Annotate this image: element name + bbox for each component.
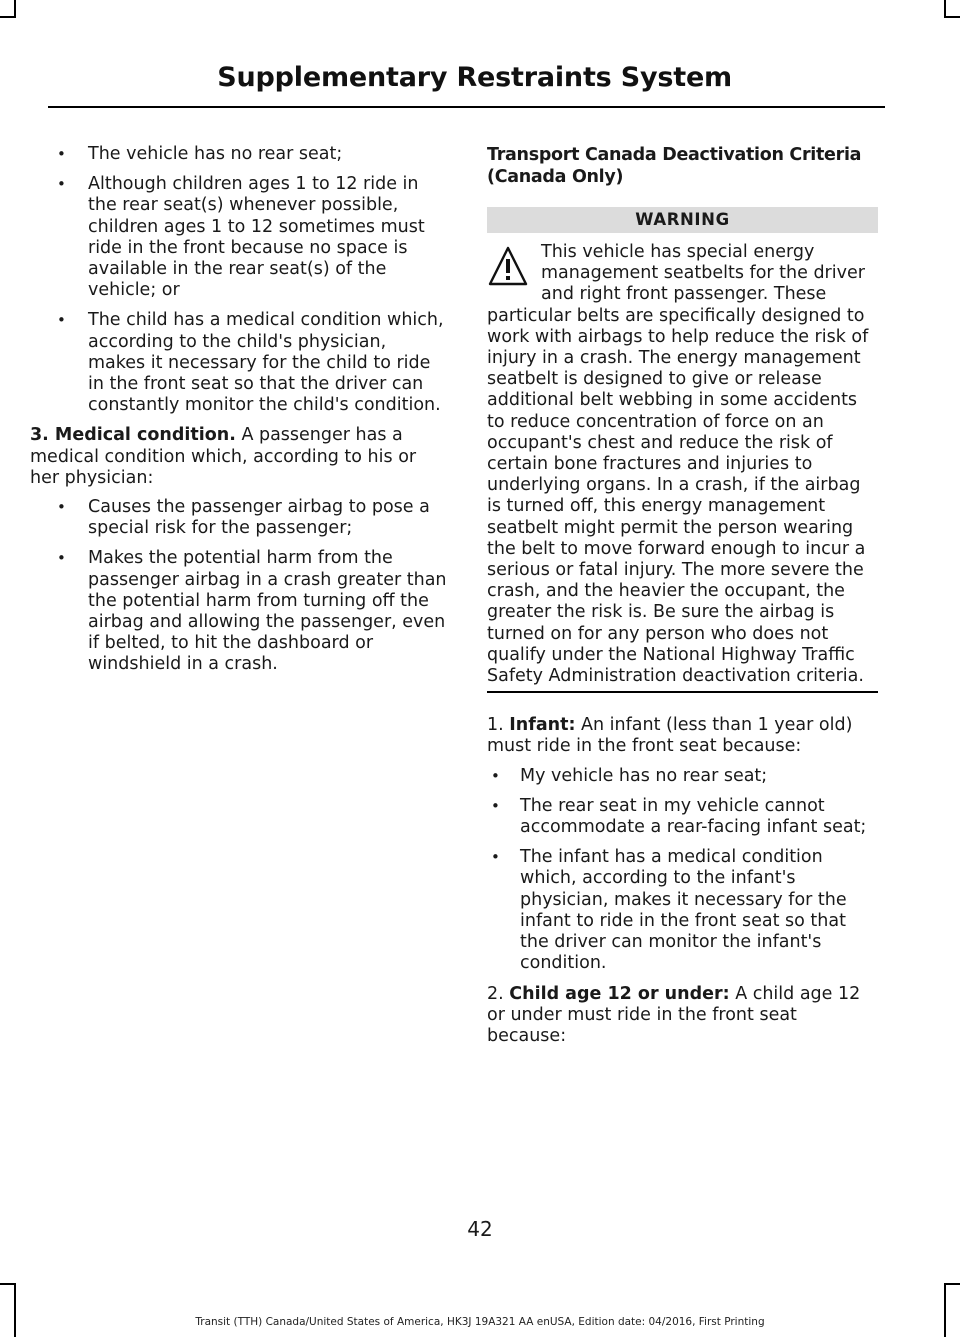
list-item (487, 847, 878, 974)
crop-mark (944, 16, 960, 18)
left-column (30, 144, 448, 685)
list-item (487, 796, 878, 838)
child-lead: Child age 12 or under: (509, 983, 730, 1004)
list-item (30, 174, 448, 301)
infant-paragraph (487, 715, 878, 757)
list-item-text: The infant has a medical condition which, according to the infant's physician, makes it necessary for the infant to ride in the front seat so that the driver can monitor the infant's condition. (520, 847, 847, 974)
header-divider (48, 106, 885, 108)
list-item (30, 497, 448, 539)
bullet: • (491, 766, 500, 785)
crop-mark (0, 1283, 16, 1285)
page-number: 42 (467, 1217, 493, 1241)
section-heading: Transport Canada Deactivation Criteria (Canada Only) (487, 145, 862, 187)
infant-reasons-list (487, 766, 878, 975)
list-item-text: Although children ages 1 to 12 ride in the rear seat(s) whenever possible, children ages 1 to 12 sometimes must ride in the front because no space is available in the rear seat(s) of the vehicle; or (88, 174, 425, 301)
bullet: • (57, 549, 66, 568)
warning-banner: WARNING (487, 207, 878, 233)
footer-edition-info: Transit (TTH) Canada/United States of America, HK3J 19A321 AA enUSA, Edition date: 04/2016, First Printing (195, 1316, 765, 1328)
crop-mark (14, 1283, 16, 1337)
list-item-text: The child has a medical condition which, according to the child's physician, makes it necessary for the child to ride in the front seat so that the driver can constantly monitor the child's condition. (88, 310, 444, 416)
crop-mark (0, 16, 16, 18)
rear-seat-reasons-list (30, 144, 448, 416)
list-item (487, 766, 878, 787)
crop-mark (944, 1283, 960, 1285)
infant-lead: Infant: (509, 715, 576, 736)
medical-condition-text: A passenger has a medical condition which, according to his or her physician: (30, 425, 417, 488)
medical-condition-lead: 3. Medical condition. (30, 425, 236, 446)
bullet: • (491, 848, 500, 867)
right-column (487, 144, 878, 1055)
child-text: A child age 12 or under must ride in the front seat because: (487, 983, 861, 1046)
bullet: • (491, 796, 500, 815)
page-title: Supplementary Restraints System (217, 62, 732, 93)
list-item-text: Makes the potential harm from the passenger airbag in a crash greater than the potential harm from turning off the airbag and allowing the passenger, even if belted, to hit the dashboard or windshield in a crash. (88, 548, 447, 675)
bullet: • (57, 145, 66, 163)
crop-mark (944, 1283, 946, 1337)
list-item (30, 548, 448, 675)
child-paragraph (487, 984, 878, 1048)
bullet: • (57, 311, 66, 330)
list-item-text: The rear seat in my vehicle cannot accommodate a rear-facing infant seat; (520, 795, 867, 838)
child-number: 2. (487, 983, 510, 1004)
infant-text: An infant (less than 1 year old) must ride in the front seat because: (487, 715, 853, 757)
list-item-text: Causes the passenger airbag to pose a special risk for the passenger; (88, 497, 430, 539)
list-item (30, 144, 448, 165)
list-item-text: The vehicle has no rear seat; (88, 144, 343, 164)
warning-triangle-icon (487, 244, 529, 288)
bullet: • (57, 498, 66, 517)
bullet: • (57, 175, 66, 194)
medical-condition-list (30, 497, 448, 676)
list-item (30, 310, 448, 416)
warning-text: This vehicle has special energy management seatbelts for the driver and right front passenger. These particular belts are specifically designed to work with airbags to help reduce the risk of injury in a crash. The energy management seatbelt is designed to give or release additional belt webbing in some accidents to reduce concentration of force on an occupant's chest and reduce the risk of certain bone fractures and injuries to underlying organs. In a crash, if the airbag is turned off, this energy management seatbelt might permit the person wearing the belt to move forward enough to incur a serious or fatal injury. The more severe the crash, and the heavier the occupant, the greater the risk is. Be sure the airbag is turned on for any person who does not qualify under the National Highway Traffic Safety Administration deactivation criteria. (487, 242, 869, 687)
list-item-text: My vehicle has no rear seat; (520, 765, 768, 786)
warning-divider (487, 691, 878, 693)
medical-condition-paragraph (30, 425, 448, 489)
infant-number: 1. (487, 715, 510, 736)
